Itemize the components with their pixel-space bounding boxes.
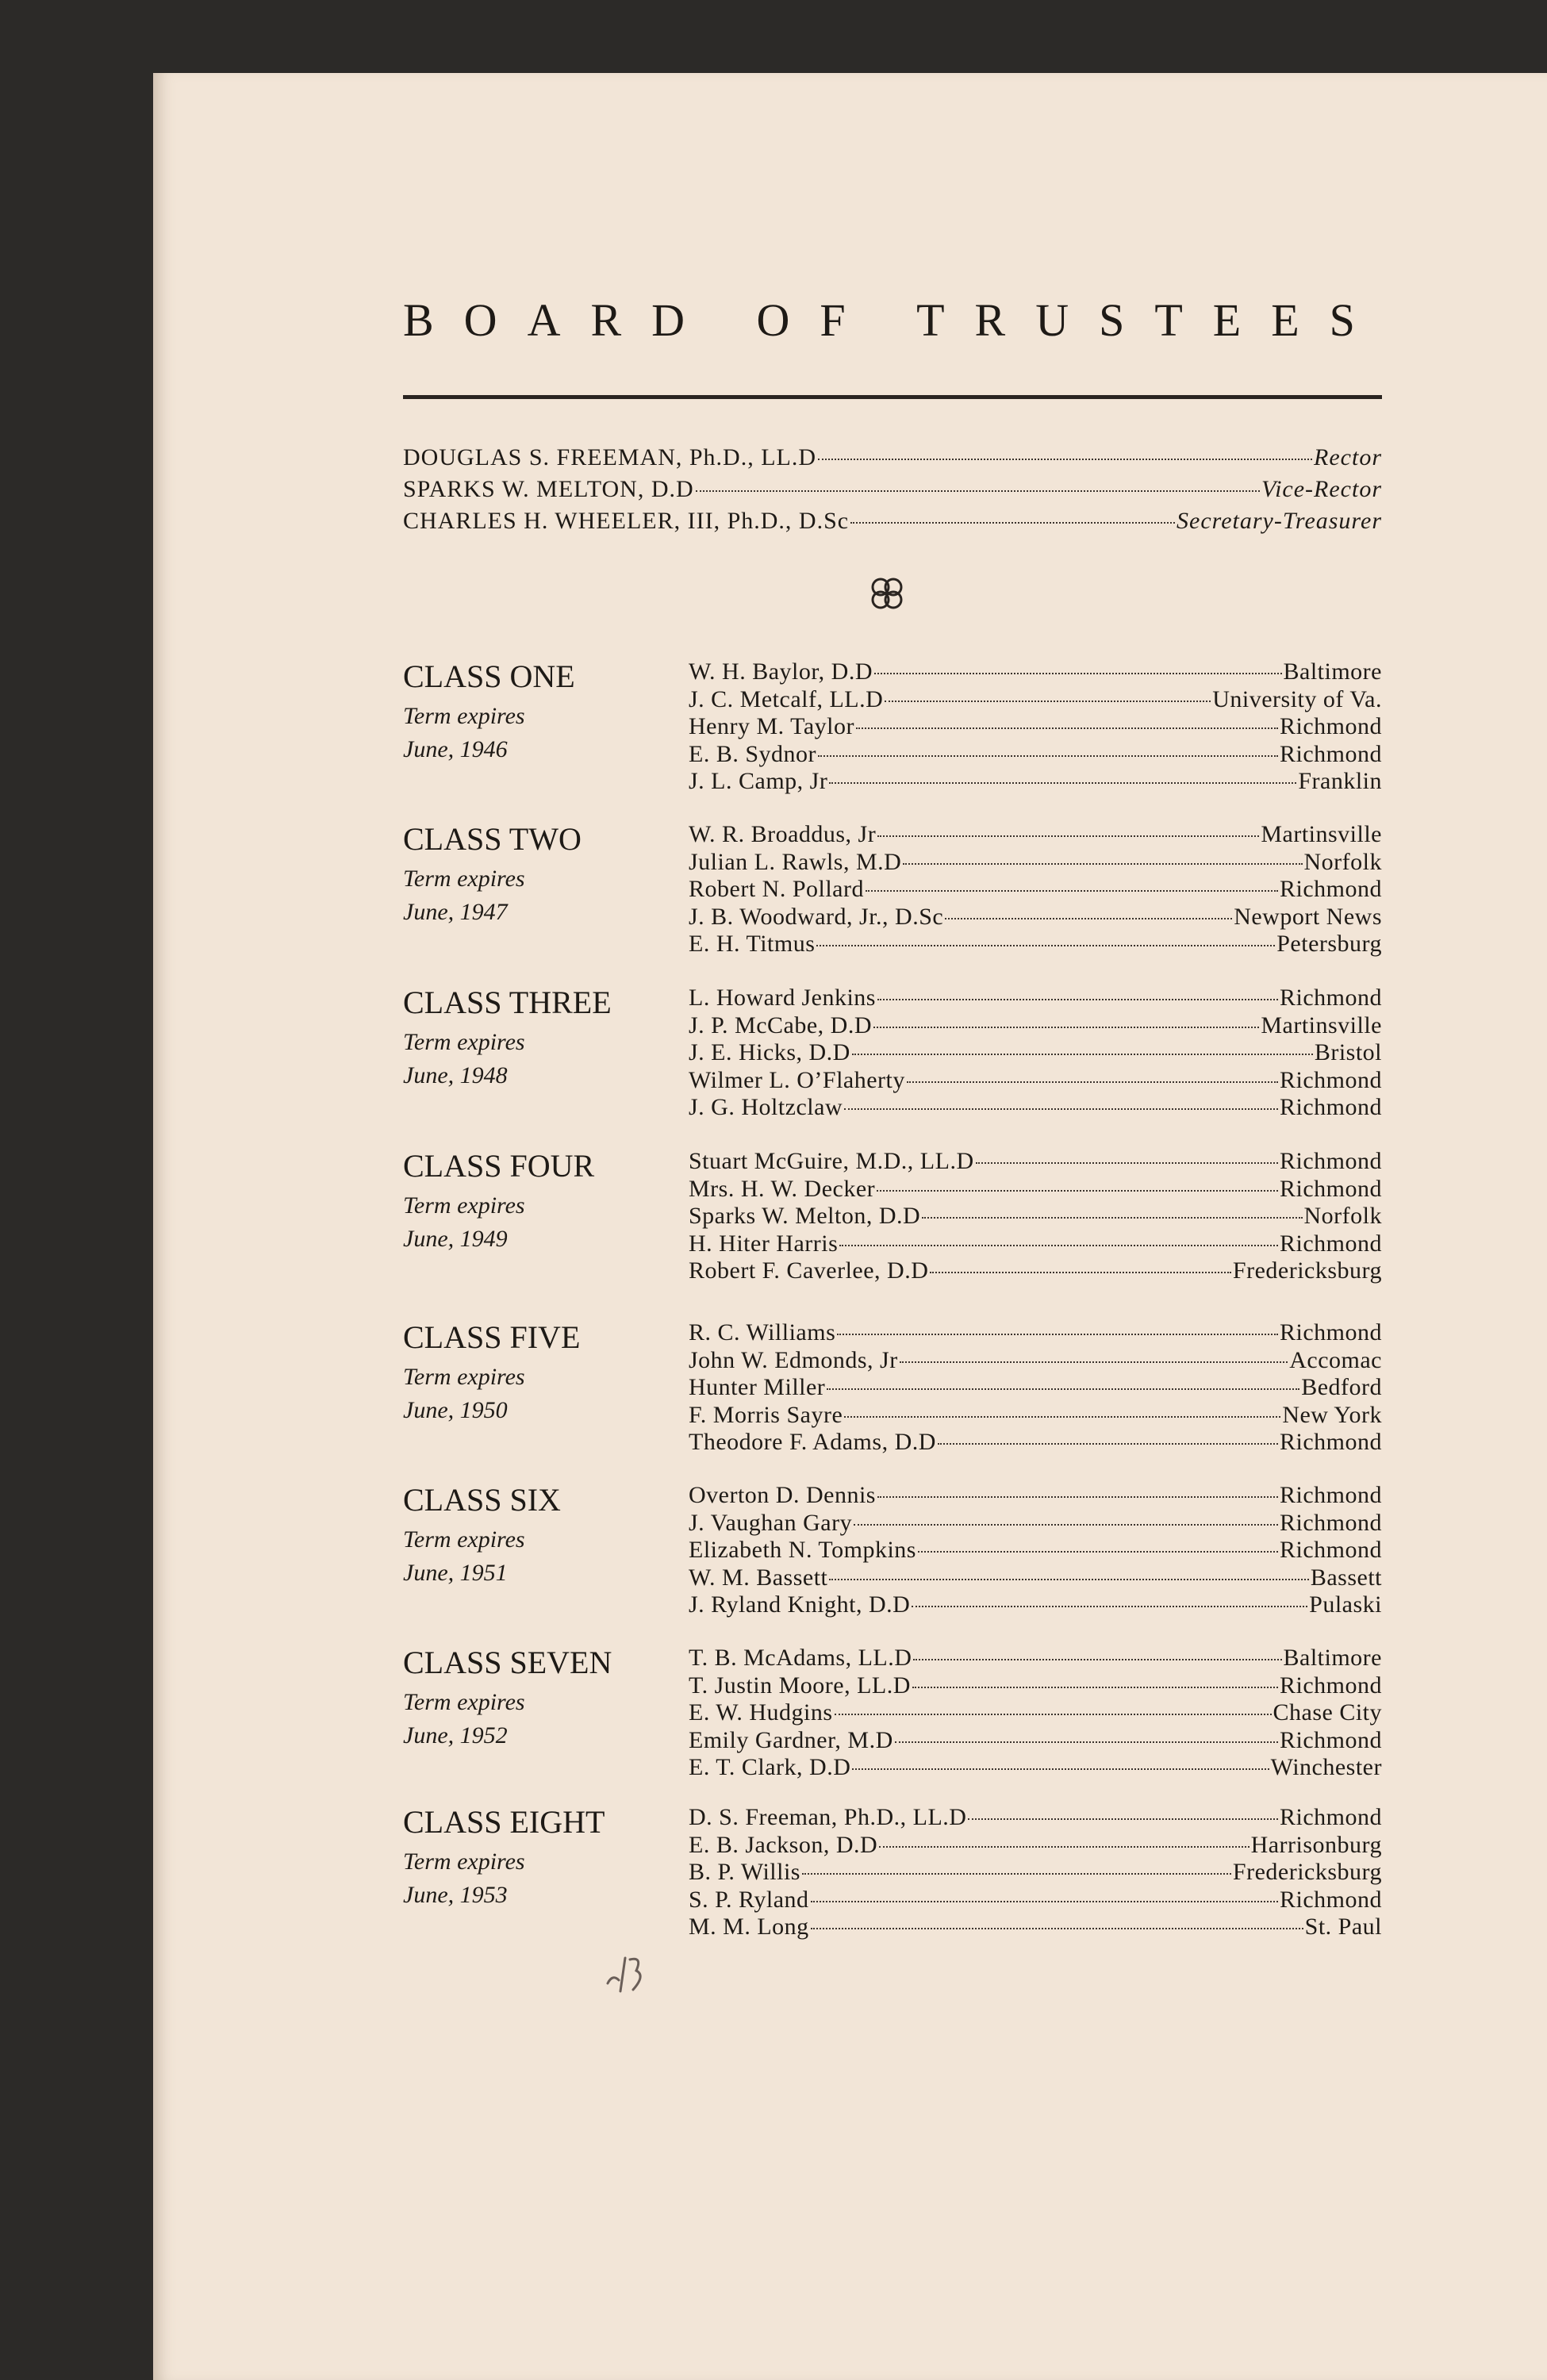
class-label [403, 985, 673, 1092]
member-place: Richmond [1280, 985, 1382, 1011]
leader-dots [877, 1496, 1278, 1498]
officer-row [403, 508, 1382, 539]
member-name: Overton D. Dennis [689, 1482, 876, 1508]
term-expiry-date: June, 1950 [403, 1397, 508, 1423]
member-place: Petersburg [1276, 931, 1382, 957]
member-row [689, 1887, 1382, 1914]
term-expires-label: Term expires [403, 703, 525, 729]
member-place: Chase City [1273, 1699, 1382, 1726]
member-place: Norfolk [1303, 1203, 1382, 1229]
member-name: J. L. Camp, Jr [689, 768, 828, 794]
leader-dots [844, 1416, 1280, 1418]
member-row [689, 1257, 1382, 1285]
leader-dots [850, 522, 1175, 524]
member-row [689, 876, 1382, 904]
member-name: Theodore F. Adams, D.D [689, 1429, 936, 1455]
class-label [403, 1319, 673, 1427]
leader-dots [854, 1524, 1278, 1526]
class-name: CLASS SEVEN [403, 1645, 612, 1680]
members-list [689, 985, 1382, 1122]
member-place: Baltimore [1283, 658, 1382, 685]
leader-dots [818, 755, 1278, 757]
member-name: J. C. Metcalf, LL.D [689, 685, 884, 712]
member-row [689, 1374, 1382, 1402]
leader-dots [885, 701, 1211, 702]
class-label [403, 1148, 673, 1256]
leader-dots [873, 1027, 1259, 1028]
class-label [403, 1804, 673, 1912]
term-expiry-date: June, 1952 [403, 1722, 508, 1749]
term-expiry-date: June, 1951 [403, 1560, 508, 1586]
officer-role: Vice-Rector [1261, 476, 1382, 502]
class-label [403, 658, 673, 766]
member-name: Wilmer L. O’Flaherty [689, 1066, 905, 1093]
member-row [689, 985, 1382, 1012]
member-name: D. S. Freeman, Ph.D., LL.D [689, 1804, 967, 1830]
member-row [689, 741, 1382, 769]
member-row [689, 904, 1382, 931]
officer-role: Secretary-Treasurer [1177, 508, 1382, 534]
member-name: Emily Gardner, M.D [689, 1726, 893, 1753]
member-place: Richmond [1280, 1094, 1382, 1120]
member-place: Richmond [1280, 876, 1382, 902]
leader-dots [930, 1272, 1231, 1273]
member-place: Richmond [1280, 713, 1382, 739]
member-place: Fredericksburg [1232, 1859, 1382, 1885]
member-place: Winchester [1270, 1754, 1382, 1780]
term-expires-label: Term expires [403, 866, 525, 892]
member-row [689, 1039, 1382, 1067]
leader-dots [874, 673, 1282, 674]
members-list [689, 1319, 1382, 1457]
member-row [689, 1754, 1382, 1782]
leader-dots [866, 890, 1278, 892]
member-place: St. Paul [1304, 1914, 1382, 1940]
member-place: University of Va. [1212, 685, 1382, 712]
leader-dots [913, 1659, 1281, 1660]
leader-dots [811, 1928, 1303, 1929]
member-name: Sparks W. Melton, D.D [689, 1203, 921, 1229]
member-name: T. B. McAdams, LL.D [689, 1645, 912, 1671]
class-name: CLASS FIVE [403, 1319, 581, 1355]
leader-dots [696, 490, 1260, 492]
member-place: Richmond [1280, 1066, 1382, 1093]
member-place: Newport News [1234, 903, 1382, 930]
member-place: Pulaski [1309, 1591, 1382, 1618]
member-place: Norfolk [1303, 848, 1382, 875]
members-list [689, 1645, 1382, 1782]
term-expires-label: Term expires [403, 1689, 525, 1715]
member-row [689, 1537, 1382, 1564]
member-place: Richmond [1280, 1148, 1382, 1174]
member-place: Bassett [1310, 1564, 1382, 1591]
page-title: BOARD OF TRUSTEES [403, 294, 1385, 346]
leader-dots [903, 863, 1302, 865]
member-row [689, 658, 1382, 686]
member-row [689, 1319, 1382, 1347]
member-name: Elizabeth N. Tompkins [689, 1537, 916, 1563]
class-label [403, 821, 673, 929]
leader-dots [922, 1217, 1302, 1219]
member-name: J. Vaughan Gary [689, 1509, 853, 1536]
member-row [689, 1914, 1382, 1941]
member-name: John W. Edmonds, Jr [689, 1346, 898, 1373]
term-expiry-date: June, 1949 [403, 1226, 508, 1252]
members-list [689, 821, 1382, 958]
members-list [689, 658, 1382, 796]
member-row [689, 1094, 1382, 1122]
member-name: E. B. Jackson, D.D [689, 1831, 878, 1858]
member-row [689, 1402, 1382, 1430]
member-row [689, 686, 1382, 714]
member-place: Martinsville [1261, 821, 1382, 847]
member-name: E. T. Clark, D.D [689, 1754, 851, 1780]
officer-name: SPARKS W. MELTON, D.D [403, 476, 694, 502]
term-expires-label: Term expires [403, 1029, 525, 1055]
member-place: Bristol [1314, 1039, 1382, 1065]
member-place: Richmond [1280, 1509, 1382, 1536]
member-row [689, 1564, 1382, 1592]
member-name: Hunter Miller [689, 1374, 826, 1400]
leader-dots [818, 459, 1312, 460]
leader-dots [816, 945, 1275, 946]
officers-list [403, 444, 1382, 539]
members-list [689, 1148, 1382, 1285]
title-rule [403, 395, 1382, 399]
member-place: Richmond [1280, 1429, 1382, 1455]
member-row [689, 1203, 1382, 1230]
member-row [689, 821, 1382, 849]
leader-dots [900, 1361, 1288, 1363]
member-name: S. P. Ryland [689, 1886, 809, 1913]
member-name: Robert N. Pollard [689, 876, 864, 902]
member-place: Accomac [1289, 1346, 1382, 1373]
member-place: Richmond [1280, 1726, 1382, 1753]
member-place: Richmond [1280, 1804, 1382, 1830]
member-name: J. Ryland Knight, D.D [689, 1591, 911, 1618]
member-row [689, 1859, 1382, 1887]
member-place: Richmond [1280, 1319, 1382, 1345]
member-row [689, 768, 1382, 796]
term-expiry-date: June, 1946 [403, 736, 508, 762]
member-place: Richmond [1280, 1537, 1382, 1563]
class-name: CLASS THREE [403, 985, 612, 1020]
member-name: M. M. Long [689, 1914, 809, 1940]
member-place: Richmond [1280, 1482, 1382, 1508]
officer-row [403, 476, 1382, 508]
leader-dots [827, 1388, 1299, 1390]
member-row [689, 1591, 1382, 1619]
leader-dots [912, 1687, 1278, 1688]
member-name: W. H. Baylor, D.D [689, 658, 873, 685]
leader-dots [907, 1081, 1278, 1083]
member-place: Richmond [1280, 1230, 1382, 1257]
member-name: J. G. Holtzclaw [689, 1094, 843, 1120]
member-name: R. C. Williams [689, 1319, 836, 1345]
member-name: J. P. McCabe, D.D [689, 1012, 872, 1038]
leader-dots [877, 835, 1259, 837]
trefoil-ornament-icon [865, 571, 909, 616]
officer-name: CHARLES H. WHEELER, III, Ph.D., D.Sc [403, 508, 850, 534]
officer-role: Rector [1314, 444, 1382, 470]
member-name: E. B. Sydnor [689, 740, 817, 767]
leader-dots [837, 1334, 1278, 1335]
leader-dots [802, 1873, 1231, 1875]
member-row [689, 1347, 1382, 1375]
leader-dots [829, 1579, 1308, 1580]
member-name: Julian L. Rawls, M.D [689, 848, 902, 875]
member-name: Robert F. Caverlee, D.D [689, 1257, 929, 1284]
member-place: Richmond [1280, 1175, 1382, 1202]
member-name: Stuart McGuire, M.D., LL.D [689, 1148, 974, 1174]
member-row [689, 1804, 1382, 1832]
member-place: Baltimore [1283, 1645, 1382, 1671]
leader-dots [844, 1108, 1278, 1110]
member-place: Richmond [1280, 1886, 1382, 1913]
leader-dots [879, 1846, 1249, 1848]
leader-dots [877, 999, 1278, 1000]
member-place: Harrisonburg [1250, 1831, 1382, 1858]
leader-dots [895, 1741, 1278, 1743]
member-row [689, 1645, 1382, 1672]
leader-dots [839, 1245, 1278, 1246]
class-name: CLASS FOUR [403, 1148, 595, 1184]
member-row [689, 1510, 1382, 1537]
term-expires-label: Term expires [403, 1192, 525, 1219]
term-expires-label: Term expires [403, 1526, 525, 1553]
leader-dots [877, 1190, 1278, 1192]
term-expiry-date: June, 1948 [403, 1062, 508, 1088]
officer-row [403, 444, 1382, 476]
member-row [689, 849, 1382, 877]
leader-dots [856, 727, 1278, 729]
member-row [689, 1148, 1382, 1176]
leader-dots [945, 918, 1232, 919]
member-name: F. Morris Sayre [689, 1401, 843, 1428]
member-row [689, 713, 1382, 741]
member-name: W. M. Bassett [689, 1564, 828, 1591]
member-row [689, 1832, 1382, 1860]
term-expiry-date: June, 1953 [403, 1882, 508, 1908]
class-name: CLASS EIGHT [403, 1804, 605, 1840]
member-place: Richmond [1280, 1672, 1382, 1699]
member-name: E. W. Hudgins [689, 1699, 833, 1726]
member-name: L. Howard Jenkins [689, 985, 876, 1011]
member-row [689, 931, 1382, 958]
member-row [689, 1429, 1382, 1457]
member-row [689, 1672, 1382, 1700]
member-row [689, 1482, 1382, 1510]
leader-dots [938, 1443, 1278, 1445]
member-name: H. Hiter Harris [689, 1230, 839, 1257]
member-place: Martinsville [1261, 1012, 1382, 1038]
member-name: E. H. Titmus [689, 931, 816, 957]
member-name: T. Justin Moore, LL.D [689, 1672, 911, 1699]
leader-dots [852, 1054, 1313, 1055]
members-list [689, 1482, 1382, 1619]
member-place: Bedford [1301, 1374, 1382, 1400]
member-name: J. E. Hicks, D.D [689, 1039, 850, 1065]
member-place: Fredericksburg [1232, 1257, 1382, 1284]
member-name: J. B. Woodward, Jr., D.Sc [689, 903, 944, 930]
member-name: B. P. Willis [689, 1859, 800, 1885]
member-place: Franklin [1298, 768, 1382, 794]
leader-dots [918, 1551, 1278, 1553]
leader-dots [968, 1818, 1278, 1820]
leader-dots [811, 1901, 1278, 1902]
leader-dots [976, 1162, 1278, 1164]
class-label [403, 1645, 673, 1752]
handwritten-page-mark-icon [601, 1942, 665, 2006]
leader-dots [829, 782, 1296, 784]
member-row [689, 1230, 1382, 1258]
member-row [689, 1176, 1382, 1203]
member-name: Mrs. H. W. Decker [689, 1175, 876, 1202]
class-name: CLASS ONE [403, 658, 575, 694]
member-name: W. R. Broaddus, Jr [689, 821, 877, 847]
leader-dots [835, 1714, 1272, 1715]
member-row [689, 1012, 1382, 1040]
leader-dots [852, 1768, 1269, 1770]
officer-name: DOUGLAS S. FREEMAN, Ph.D., LL.D [403, 444, 817, 470]
member-row [689, 1727, 1382, 1755]
member-row [689, 1067, 1382, 1095]
member-name: Henry M. Taylor [689, 713, 854, 739]
class-label [403, 1482, 673, 1590]
term-expires-label: Term expires [403, 1364, 525, 1390]
class-name: CLASS TWO [403, 821, 582, 857]
members-list [689, 1804, 1382, 1941]
class-name: CLASS SIX [403, 1482, 561, 1518]
member-place: Richmond [1280, 740, 1382, 767]
member-row [689, 1699, 1382, 1727]
leader-dots [912, 1606, 1307, 1607]
member-place: New York [1282, 1401, 1382, 1428]
term-expires-label: Term expires [403, 1848, 525, 1875]
term-expiry-date: June, 1947 [403, 899, 508, 925]
